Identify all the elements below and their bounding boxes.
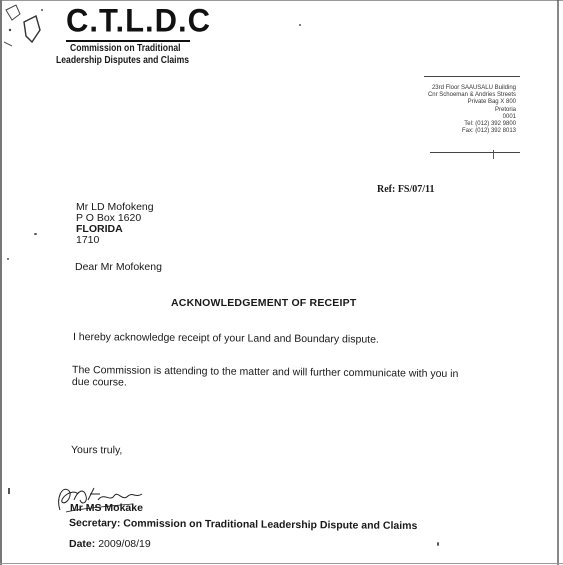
address-line: 23rd Floor SAAUSALU Building	[431, 85, 516, 91]
address-line: Cnr Schoeman & Andries Streets	[427, 92, 516, 99]
signer-title: Secretary: Commission on Traditional Leadership Dispute and Claims	[68, 517, 418, 533]
logo-line-2: Leadership Disputes and Claims	[56, 54, 190, 66]
header-rule	[424, 76, 520, 77]
subject-heading: ACKNOWLEDGEMENT OF RECEIPT	[171, 297, 357, 309]
recipient-code: 1710	[76, 234, 100, 246]
letter-date	[69, 538, 151, 550]
date-label: Date:	[69, 538, 96, 550]
scan-speck	[437, 542, 439, 546]
scan-speck	[299, 24, 301, 26]
scan-noise-top-left	[2, 2, 52, 52]
salutation: Dear Mr Mofokeng	[75, 261, 162, 273]
page-edge-right	[557, 0, 559, 565]
logo-line-1: Commission on Traditional	[70, 42, 181, 54]
address-line: Fax: (012) 392 8013	[461, 128, 516, 135]
page-edge-bottom	[0, 563, 563, 564]
address-line: Pretoria	[494, 106, 516, 113]
recipient-box: P O Box 1620	[76, 212, 142, 224]
date-value: 2009/08/19	[98, 538, 151, 550]
page-edge-top	[0, 0, 563, 1]
commission-logo	[56, 2, 212, 66]
reference-number: Ref: FS/07/11	[377, 184, 435, 195]
logo-mark: C.T.L.D.C	[66, 2, 212, 39]
address-block	[428, 85, 516, 135]
page-edge-left	[0, 0, 2, 565]
scan-speck	[8, 488, 10, 494]
address-line: 0001	[502, 113, 516, 120]
signer-name: Mr MS Mokake	[70, 502, 143, 514]
recipient-town: FLORIDA	[76, 223, 123, 235]
recipient-name: Mr LD Mofokeng	[76, 201, 154, 213]
closing-line: Yours truly,	[70, 444, 123, 457]
address-rule	[430, 152, 520, 153]
scan-speck	[493, 150, 494, 159]
body-paragraph-1: I hereby acknowledge receipt of your Land and Boundary dispute.	[72, 331, 379, 346]
recipient-address	[76, 202, 154, 246]
scan-speck	[34, 233, 37, 235]
address-line: Private Bag X 800	[467, 99, 516, 106]
scan-speck	[7, 258, 9, 260]
address-line: Tel: (012) 392 9800	[464, 121, 516, 128]
body-paragraph-2: The Commission is attending to the matter and will further communicate with you in due course.	[71, 364, 459, 389]
